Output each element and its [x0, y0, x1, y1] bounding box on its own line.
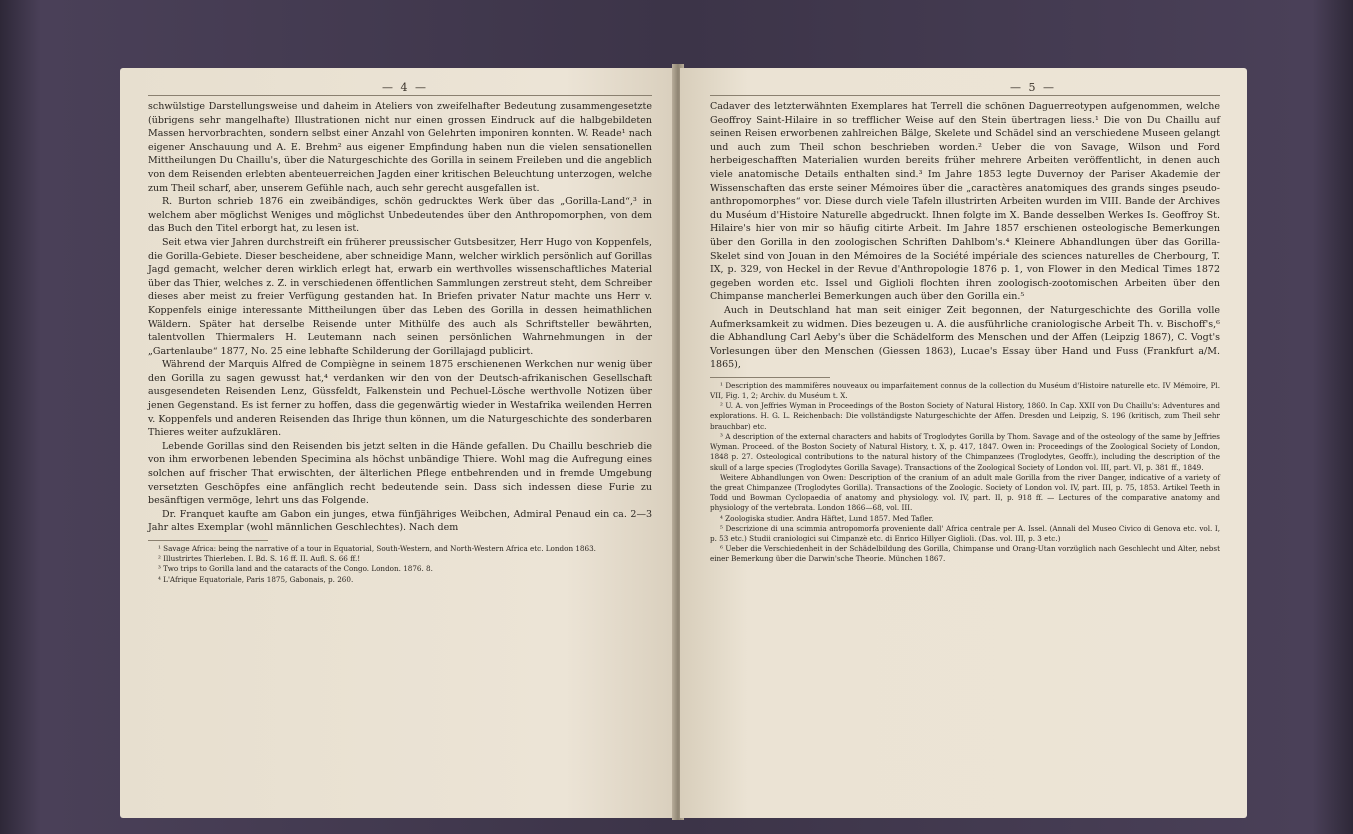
- page-number: — 4 —: [382, 81, 428, 94]
- footnote: ⁵ Descrizione di una scimmia antropomorfa proveniente dall' Africa centrale per A. Issel. (Annali del Museo Civico di Genova etc. vol. I, p. 53 etc.) Studii craniologici sui Cimpanzè etc. di Enrico Hillyer Giglioli. (Das. vol. III, p. 3 etc.): [710, 523, 1220, 543]
- footnote: ⁴ L'Afrique Equatoriale, Paris 1875, Gabonais, p. 260.: [158, 574, 354, 584]
- footnotes: [710, 381, 1220, 565]
- footnotes: [148, 544, 652, 585]
- paragraph: Lebende Gorillas sind den Reisenden bis jetzt selten in die Hände gefallen. Du Chaillu beschrieb die von ihm erworbenen lebenden Specimina als höchst unbändige Thiere. Wohl mag die Aufregung eines solchen auf frischer That erwischten, der älterlichen Pflege entbehrenden und in fremde Umgebung versetzten Geschöpfes eine anfänglich recht bedeutende sein. Dass sich indessen diese Furie zu besänftigen vermöge, lehrt uns das Folgende.: [148, 440, 652, 507]
- paragraph: R. Burton schrieb 1876 ein zweibändiges, schön gedrucktes Werk über das „Gorilla-Land“,³ in welchem aber möglichst Weniges und möglichst Unbedeutendes über den Anthropomorphen, von dem das Buch den Titel erborgt hat, zu lesen ist.: [148, 196, 652, 235]
- paragraph: Während der Marquis Alfred de Compiègne in seinem 1875 erschienenen Werkchen nur wenig über den Gorilla zu sagen gewusst hat,⁴ verdanken wir den von der Deutsch-afrikanischen Gesellschaft ausgesendeten Reisenden Lenz, Güssfeldt, Falkenstein und Pechuel-Lösche werthvolle Notizen über jenen Gegenstand. Es ist ferner zu hoffen, dass die gegenwärtig wieder in Westafrika weilenden Herren v. Koppenfels und anderen Reisenden das Ihrige thun können, um die Naturgeschichte des sonderbaren Thieres weiter aufzuklären.: [148, 359, 652, 439]
- footnote: ⁶ Ueber die Verschiedenheit in der Schädelbildung des Gorilla, Chimpanse und Orang-Utan vorzüglich nach Geschlecht und Alter, nebst einer Bemerkung über die Darwin'sche Theorie. München 1867.: [710, 544, 1220, 564]
- footnote: ¹ Description des mammifères nouveaux ou imparfaitement connus de la collection du Muséum d'Histoire naturelle etc. IV Mémoire, Pl. VII, Fig. 1, 2; Archiv. du Muséum t. X.: [710, 380, 1220, 401]
- footnote: Weitere Abhandlungen von Owen: Description of the cranium of an adult male Gorilla from the river Danger, indicative of a variety of the great Chimpanzee (Troglodytes Gorilla). Transactions of the Zoologic. Society of London vol. IV, part. III, p. 75, 1853. Artikel Teeth in Todd und Bowman Cyclopaedia of anatomy and physiology. vol. IV, part. II, p. 918 ff. — Lectures of the comparative anatomy and physiology of the vertebrata. London 1866—68, vol. III.: [710, 472, 1220, 513]
- footnote: ² U. A. von Jeffries Wyman in Proceedings of the Boston Society of Natural History, 1860. In Cap. XXII von Du Chaillu's: Adventures and explorations. H. G. L. Reichenbach: Die vollständigste Naturgeschichte der Affen. Dresden und Leipzig, S. 196 (kritisch, zum Theil sehr brauchbar) etc.: [710, 401, 1220, 431]
- header-rule: [148, 95, 652, 96]
- right-page: [680, 68, 1247, 818]
- page-number: — 5 —: [1010, 81, 1056, 94]
- paragraph: Auch in Deutschland hat man seit einiger Zeit begonnen, der Naturgeschichte des Gorilla volle Aufmerksamkeit zu widmen. Dies bezeugen u. A. die ausführliche craniologische Arbeit Th. v. Bischoff's,⁶ die Abhandlung Carl Aeby's über die Schädelform des Menschen und der Affen (Leipzig 1867), C. Vogt's Vorlesungen über den Menschen (Giessen 1863), Lucae's Essay über Hand und Fuss (Frankfurt a/M. 1865),: [710, 304, 1220, 371]
- footnote: ³ Two trips to Gorilla land and the cataracts of the Congo. London. 1876. 8.: [158, 564, 433, 574]
- header-rule: [710, 95, 1220, 96]
- paragraph: schwülstige Darstellungsweise und daheim in Ateliers von zweifelhafter Bedeutung zusammengesetzte (übrigens sehr mangelhafte) Illustrationen nicht nur einen grossen Eindruck auf die halbgebildeten Massen hervorbrachten, sondern selbst einer Anzahl von Gelehrten imponiren konnten. W. Reade¹ nach eigener Anschauung und A. E. Brehm² aus eigener Empfindung haben nun die vielen sensationellen Mittheilungen Du Chaillu's, über die Naturgeschichte des Gorilla in seinem Freileben und die angeblich von dem Reisenden erlebten abenteuerreichen Jagden einer kritischen Beleuchtung unterzogen, welche zum Theil scharf, aber, unserem Gefühle nach, auch sehr gerecht ausgefallen ist.: [148, 101, 652, 194]
- page-body: [710, 100, 1220, 565]
- left-page: [120, 68, 676, 818]
- footnote: ² Illustrirtes Thierleben. I. Bd. S. 16 ff. II. Aufl. S. 66 ff.!: [158, 554, 361, 564]
- paragraph: Cadaver des letzterwähnten Exemplares hat Terrell die schönen Daguerreotypen aufgenommen, welche Geoffroy Saint-Hilaire in so trefflicher Weise auf den Stein übertragen liess.¹ Die von Du Chaillu auf seinen Reisen erworbenen zahlreichen Bälge, Skelete und Schädel sind an verschiedene Museen gelangt und auch zum Theil schon beschrieben worden.² Ueber die von Savage, Wilson und Ford herbeigeschafften Materialien wurden bereits früher mehrere Arbeiten veröffentlicht, in denen auch viele anatomische Details enthalten sind.³ Im Jahre 1853 legte Duvernoy der Pariser Akademie der Wissenschaften das erste seiner Mémoires über die „caractères anatomiques des grands singes pseudo-anthropomorphes“ vor. Diese durch viele Tafeln illustrirten Arbeiten wurden im VIII. Bande der Archives du Muséum d'Histoire Naturelle abgedruckt. Ihnen folgte im X. Bande desselben Werkes Is. Geoffroy St. Hilaire's hier von mir so häufig citirte Arbeit. Im Jahre 1857 erschienen osteologische Bemerkungen über den Gorilla in den zoologischen Schriften Dahlbom's.⁴ Kleinere Abhandlungen über das Gorilla-Skelet sind von Jouan in den Mémoires de la Société impériale des sciences naturelles de Cherbourg, T. IX, p. 329, von Heckel in der Revue d'Anthropologie 1876 p. 1, von Flower in den Medical Times 1872 gegeben worden etc. Issel und Giglioli flochten ihren zoologisch-zootomischen Arbeiten über den Chimpanse mancherlei Bemerkungen auch über den Gorilla ein.⁵: [710, 101, 1220, 303]
- footnote: ⁴ Zoologiska studier. Andra Häftet, Lund 1857. Med Tafler.: [720, 513, 934, 523]
- footnote: ¹ Savage Africa: being the narrative of a tour in Equatorial, South-Western, and North-Western Africa etc. London 1863.: [158, 544, 596, 553]
- footnote: ³ A description of the external characters and habits of Troglodytes Gorilla by Thom. Savage and of the osteology of the same by Jeffries Wyman. Proceed. of the Boston Society of Natural History, t. X, p. 417, 1847. Owen in: Proceedings of the Zoological Society of London, 1848 p. 27. Osteological contributions to the natural history of the Chimpanzees (Troglodytes, Geoffr.), including the description of the skull of a large species (Troglodytes Gorilla Savage). Transactions of the Zoological Society of London vol. III, part. VI, p. 381 ff., 1849.: [710, 431, 1220, 472]
- page-body: [148, 100, 652, 585]
- footnote-rule: [148, 540, 268, 541]
- footnote-rule: [710, 377, 830, 378]
- paragraph: Seit etwa vier Jahren durchstreift ein früherer preussischer Gutsbesitzer, Herr Hugo von Koppenfels, die Gorilla-Gebiete. Dieser bescheidene, aber schneidige Mann, welcher wirklich persönlich auf Gorillas Jagd gemacht, welcher deren wirklich erlegt hat, erwarb ein werthvolles wissenschaftliches Material über das Thier, welches z. Z. in verschiedenen öffentlichen Sammlungen zerstreut steht, dem Schreiber dieses aber meist zu freier Verfügung gestanden hat. In Briefen privater Natur machte uns Herr v. Koppenfels einige interessante Mittheilungen über das Leben des Gorilla in dessen heimathlichen Wäldern. Später hat derselbe Reisende unter Mithülfe des auch als Schriftsteller bewährten, talentvollen Thiermalers H. Leutemann nach seinen persönlichen Wahrnehmungen in der „Gartenlaube“ 1877, No. 25 eine lebhafte Schilderung der Gorillajagd publicirt.: [148, 236, 652, 357]
- paragraph: Dr. Franquet kaufte am Gabon ein junges, etwa fünfjähriges Weibchen, Admiral Penaud ein ca. 2—3 Jahr altes Exemplar (wohl männlichen Geschlechtes). Nach dem: [148, 508, 652, 534]
